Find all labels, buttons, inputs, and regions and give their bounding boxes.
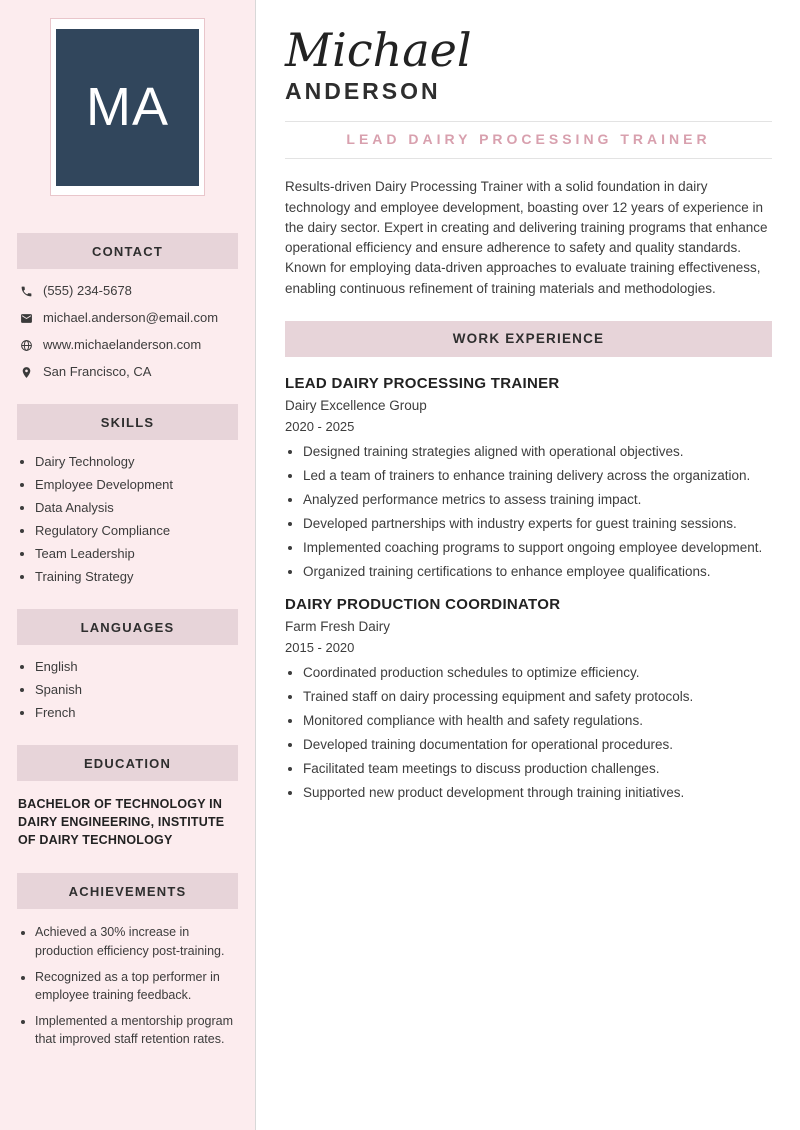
location-icon [20, 366, 33, 379]
job-bullet: • Monitored compliance with health and safety regulations. [303, 713, 772, 729]
skills-section [17, 404, 238, 585]
achievements-section [17, 873, 238, 1048]
education-degree: BACHELOR OF TECHNOLOGY IN DAIRY ENGINEERING, INSTITUTE OF DAIRY TECHNOLOGY [18, 797, 225, 848]
skill-item: • Regulatory Compliance [35, 523, 238, 539]
globe-icon [20, 339, 33, 352]
job-bullet: • Designed training strategies aligned with operational objectives. [303, 444, 772, 460]
contact-item-email [17, 310, 238, 326]
job-dates: 2015 - 2020 [285, 639, 355, 655]
languages-section [17, 609, 238, 721]
avatar [50, 18, 205, 196]
job-role: LEAD DAIRY PROCESSING TRAINER [285, 374, 560, 392]
sidebar [0, 0, 256, 1130]
education-section [17, 745, 238, 849]
languages-section-header: LANGUAGES [17, 609, 238, 645]
job-dates: 2020 - 2025 [285, 418, 355, 434]
language-item: • French [35, 705, 238, 721]
job-bullet: • Developed training documentation for operational procedures. [303, 737, 772, 753]
summary-paragraph: Results-driven Dairy Processing Trainer with a solid foundation in dairy technology and employee development, boasting over 12 years of experience in the dairy sector. Expert in creating and delivering training programs that enhance operational efficiency and ensure adherence to safety and quality standards. Known for employing data-driven approaches to evaluate training effectiveness, enabling continuous refinement of training materials and methodologies. [285, 179, 768, 296]
job-bullet: • Implemented coaching programs to support ongoing employee development. [303, 540, 772, 556]
contact-website-text: www.michaelanderson.com [43, 337, 202, 352]
contact-item-phone [17, 283, 238, 299]
work-experience-header: WORK EXPERIENCE [285, 321, 772, 357]
job-title-banner [285, 121, 772, 159]
skill-item: • Training Strategy [35, 569, 238, 585]
job-bullet: • Organized training certifications to enhance employee qualifications. [303, 564, 772, 580]
job-bullet-list [285, 444, 772, 580]
phone-icon [20, 285, 33, 298]
contact-item-location [17, 364, 238, 380]
education-section-header: EDUCATION [17, 745, 238, 781]
job-entry [285, 596, 772, 801]
skills-section-header: SKILLS [17, 404, 238, 440]
job-company: Farm Fresh Dairy [285, 618, 391, 634]
job-bullet: • Led a team of trainers to enhance training delivery across the organization. [303, 468, 772, 484]
last-name: ANDERSON [285, 78, 441, 105]
contact-section [17, 233, 238, 380]
language-item: • Spanish [35, 682, 238, 698]
job-bullet-list [285, 665, 772, 801]
job-role: DAIRY PRODUCTION COORDINATOR [285, 595, 561, 613]
job-bullet: • Supported new product development through training initiatives. [303, 785, 772, 801]
achievements-section-header: ACHIEVEMENTS [17, 873, 238, 909]
job-bullet: • Trained staff on dairy processing equipment and safety protocols. [303, 689, 772, 705]
contact-phone-text: (555) 234-5678 [43, 283, 132, 298]
job-bullet: • Developed partnerships with industry experts for guest training sessions. [303, 516, 772, 532]
avatar-initials: MA [56, 29, 199, 186]
achievements-list [19, 923, 238, 1048]
achievement-item: • Recognized as a top performer in employee training feedback. [35, 968, 238, 1004]
first-name: Michael [285, 23, 472, 77]
skill-item: • Employee Development [35, 477, 238, 493]
job-bullet: • Facilitated team meetings to discuss production challenges. [303, 761, 772, 777]
main-content [256, 0, 800, 1130]
contact-section-header: CONTACT [17, 233, 238, 269]
skill-item: • Data Analysis [35, 500, 238, 516]
achievement-item: • Achieved a 30% increase in production efficiency post-training. [35, 923, 238, 959]
contact-email-text: michael.anderson@email.com [43, 310, 219, 325]
name-block [285, 23, 772, 105]
job-bullet: • Coordinated production schedules to optimize efficiency. [303, 665, 772, 681]
job-company: Dairy Excellence Group [285, 397, 427, 413]
contact-location-text: San Francisco, CA [43, 364, 152, 379]
languages-list [19, 659, 238, 721]
language-item: • English [35, 659, 238, 675]
skill-item: • Dairy Technology [35, 454, 238, 470]
achievement-item: • Implemented a mentorship program that improved staff retention rates. [35, 1012, 238, 1048]
email-icon [20, 312, 33, 325]
skill-item: • Team Leadership [35, 546, 238, 562]
job-title: LEAD DAIRY PROCESSING TRAINER [346, 131, 711, 148]
job-entry [285, 375, 772, 580]
skills-list [19, 454, 238, 585]
job-bullet: • Analyzed performance metrics to assess training impact. [303, 492, 772, 508]
contact-item-website [17, 337, 238, 353]
